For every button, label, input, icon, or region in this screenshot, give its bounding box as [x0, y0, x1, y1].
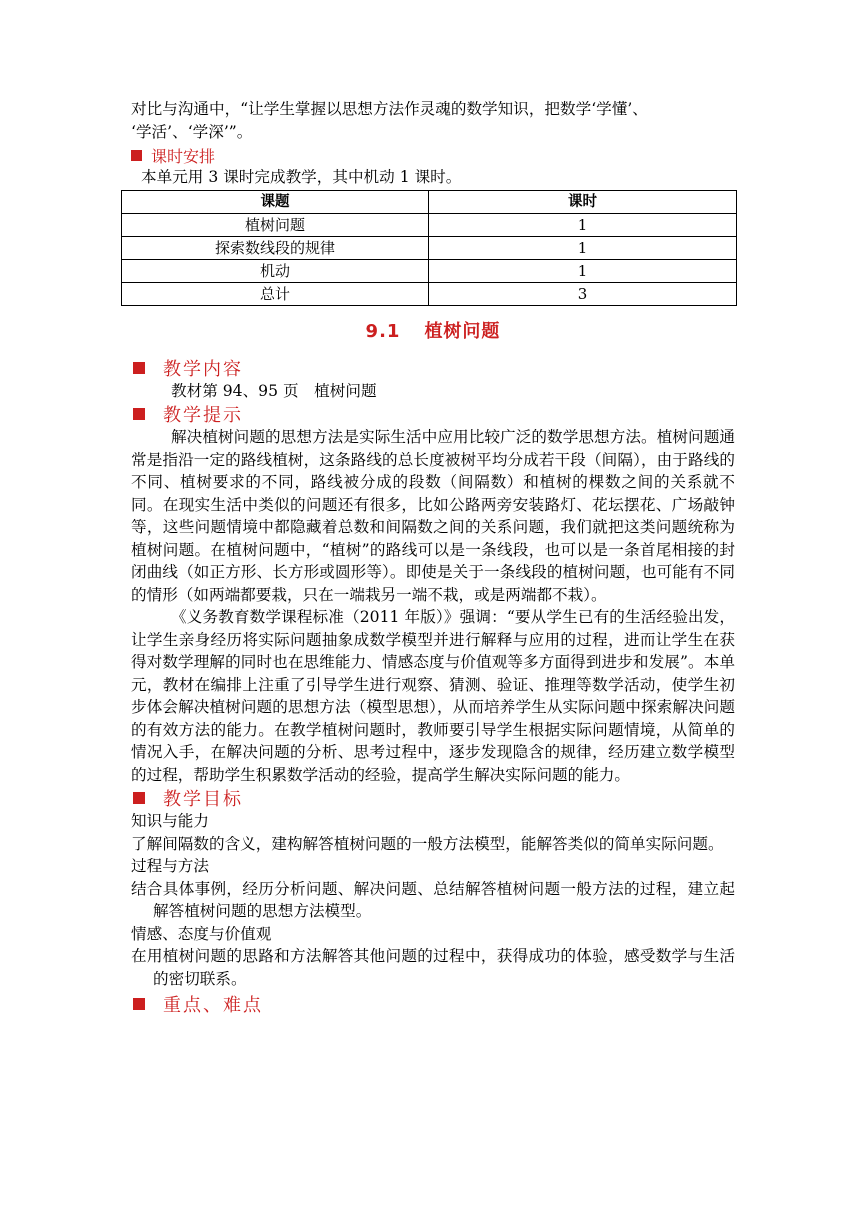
- lesson-name: 植树问题: [424, 320, 501, 342]
- goal-label-process: 过程与方法: [131, 857, 209, 875]
- red-square-bullet-icon: [131, 150, 142, 161]
- goals-heading: [131, 786, 735, 810]
- goal-label-attitude: 情感、态度与价值观: [131, 924, 272, 943]
- red-square-bullet-icon: [133, 792, 145, 804]
- header-periods: 课时: [429, 190, 737, 213]
- goal-label-knowledge: 知识与能力: [131, 812, 209, 830]
- content-heading: [131, 356, 735, 380]
- hints-heading-label: 教学提示: [163, 405, 243, 426]
- table-row: [122, 259, 737, 282]
- keypoints-heading-label: 重点、难点: [163, 995, 263, 1016]
- row-topic: 总计: [122, 282, 429, 305]
- schedule-heading: [131, 144, 735, 166]
- lesson-number: 9.1: [365, 320, 401, 342]
- document-page: [131, 98, 735, 1016]
- goal-text-process: 结合具体事例，经历分析问题、解决问题、总结解答植树问题一般方法的过程，建立起解答植树问题的思想方法模型。: [131, 879, 735, 920]
- table-row: [122, 282, 737, 305]
- row-periods: 3: [429, 282, 737, 305]
- goal-text-attitude: 在用植树问题的思路和方法解答其他问题的过程中，获得成功的体验，感受数学与生活的密切联系。: [131, 947, 735, 988]
- keypoints-heading: [131, 992, 735, 1016]
- intro-line-1: 对比与沟通中，“让学生掌握以思想方法作灵魂的数学知识，把数学‘学懂’、: [131, 100, 648, 118]
- row-periods: 1: [429, 236, 737, 259]
- goal-text-knowledge: 了解间隔数的含义，建构解答植树问题的一般方法模型，能解答类似的简单实际问题。: [131, 834, 724, 853]
- row-topic: 探索数线段的规律: [122, 236, 429, 259]
- red-square-bullet-icon: [133, 998, 145, 1010]
- row-topic: 植树问题: [122, 213, 429, 236]
- row-periods: 1: [429, 259, 737, 282]
- content-heading-label: 教学内容: [163, 358, 243, 380]
- table-row: [122, 213, 737, 236]
- goals-heading-label: 教学目标: [163, 789, 243, 810]
- row-periods: 1: [429, 213, 737, 236]
- schedule-note: 本单元用 3 课时完成教学，其中机动 1 课时。: [141, 168, 462, 186]
- content-text: 教材第 94、95 页 植树问题: [171, 381, 377, 400]
- table-row: [122, 236, 737, 259]
- header-topic: 课题: [122, 190, 429, 213]
- table-header-row: [122, 190, 737, 213]
- hints-paragraph-1: 解决植树问题的思想方法是实际生活中应用比较广泛的数学思想方法。植树问题通常是指沿一定的路线植树，这条路线的总长度被树平均分成若干段（间隔），由于路线的不同、植树要求的不同，路线被分成的段数（间隔数）和植树的棵数之间的关系就不同。在现实生活中类似的问题还有很多，比如公路两旁安装路灯、花坛摆花、广场敲钟等，这些问题情境中都隐藏着总数和间隔数之间的关系问题，我们就把这类问题统称为植树问题。在植树问题中，“植树”的路线可以是一条线段，也可以是一条首尾相接的封闭曲线（如正方形、长方形或圆形等）。即使是关于一条线段的植树问题，也可能有不同的情形（如两端都要栽，只在一端栽另一端不栽，或是两端都不栽）。: [131, 428, 735, 604]
- intro-line-2: ‘学活’、‘学深’”。: [131, 122, 253, 141]
- hints-paragraph-2: 《义务教育数学课程标准（2011 年版）》强调：“要从学生已有的生活经验出发，让学生亲身经历将实际问题抽象成数学模型并进行解释与应用的过程，进而让学生在获得对数学理解的同时也在思维能力、情感态度与价值观等多方面得到进步和发展”。本单元，教材在编排上注重了引导学生进行观察、猜测、验证、推理等数学活动，使学生初步体会解决植树问题的思想方法（模型思想），从而培养学生从实际问题中探索解决问题的有效方法的能力。在教学植树问题时，教师要引导学生根据实际问题情境，从简单的情况入手，在解决问题的分析、思考过程中，逐步发现隐含的规律，经历建立数学模型的过程，帮助学生积累数学活动的经验，提高学生解决实际问题的能力。: [131, 608, 735, 784]
- red-square-bullet-icon: [133, 408, 145, 420]
- lesson-title: [131, 317, 735, 343]
- schedule-heading-label: 课时安排: [151, 146, 216, 166]
- hints-heading: [131, 402, 735, 426]
- row-topic: 机动: [122, 259, 429, 282]
- schedule-table: [121, 190, 737, 306]
- red-square-bullet-icon: [133, 362, 145, 374]
